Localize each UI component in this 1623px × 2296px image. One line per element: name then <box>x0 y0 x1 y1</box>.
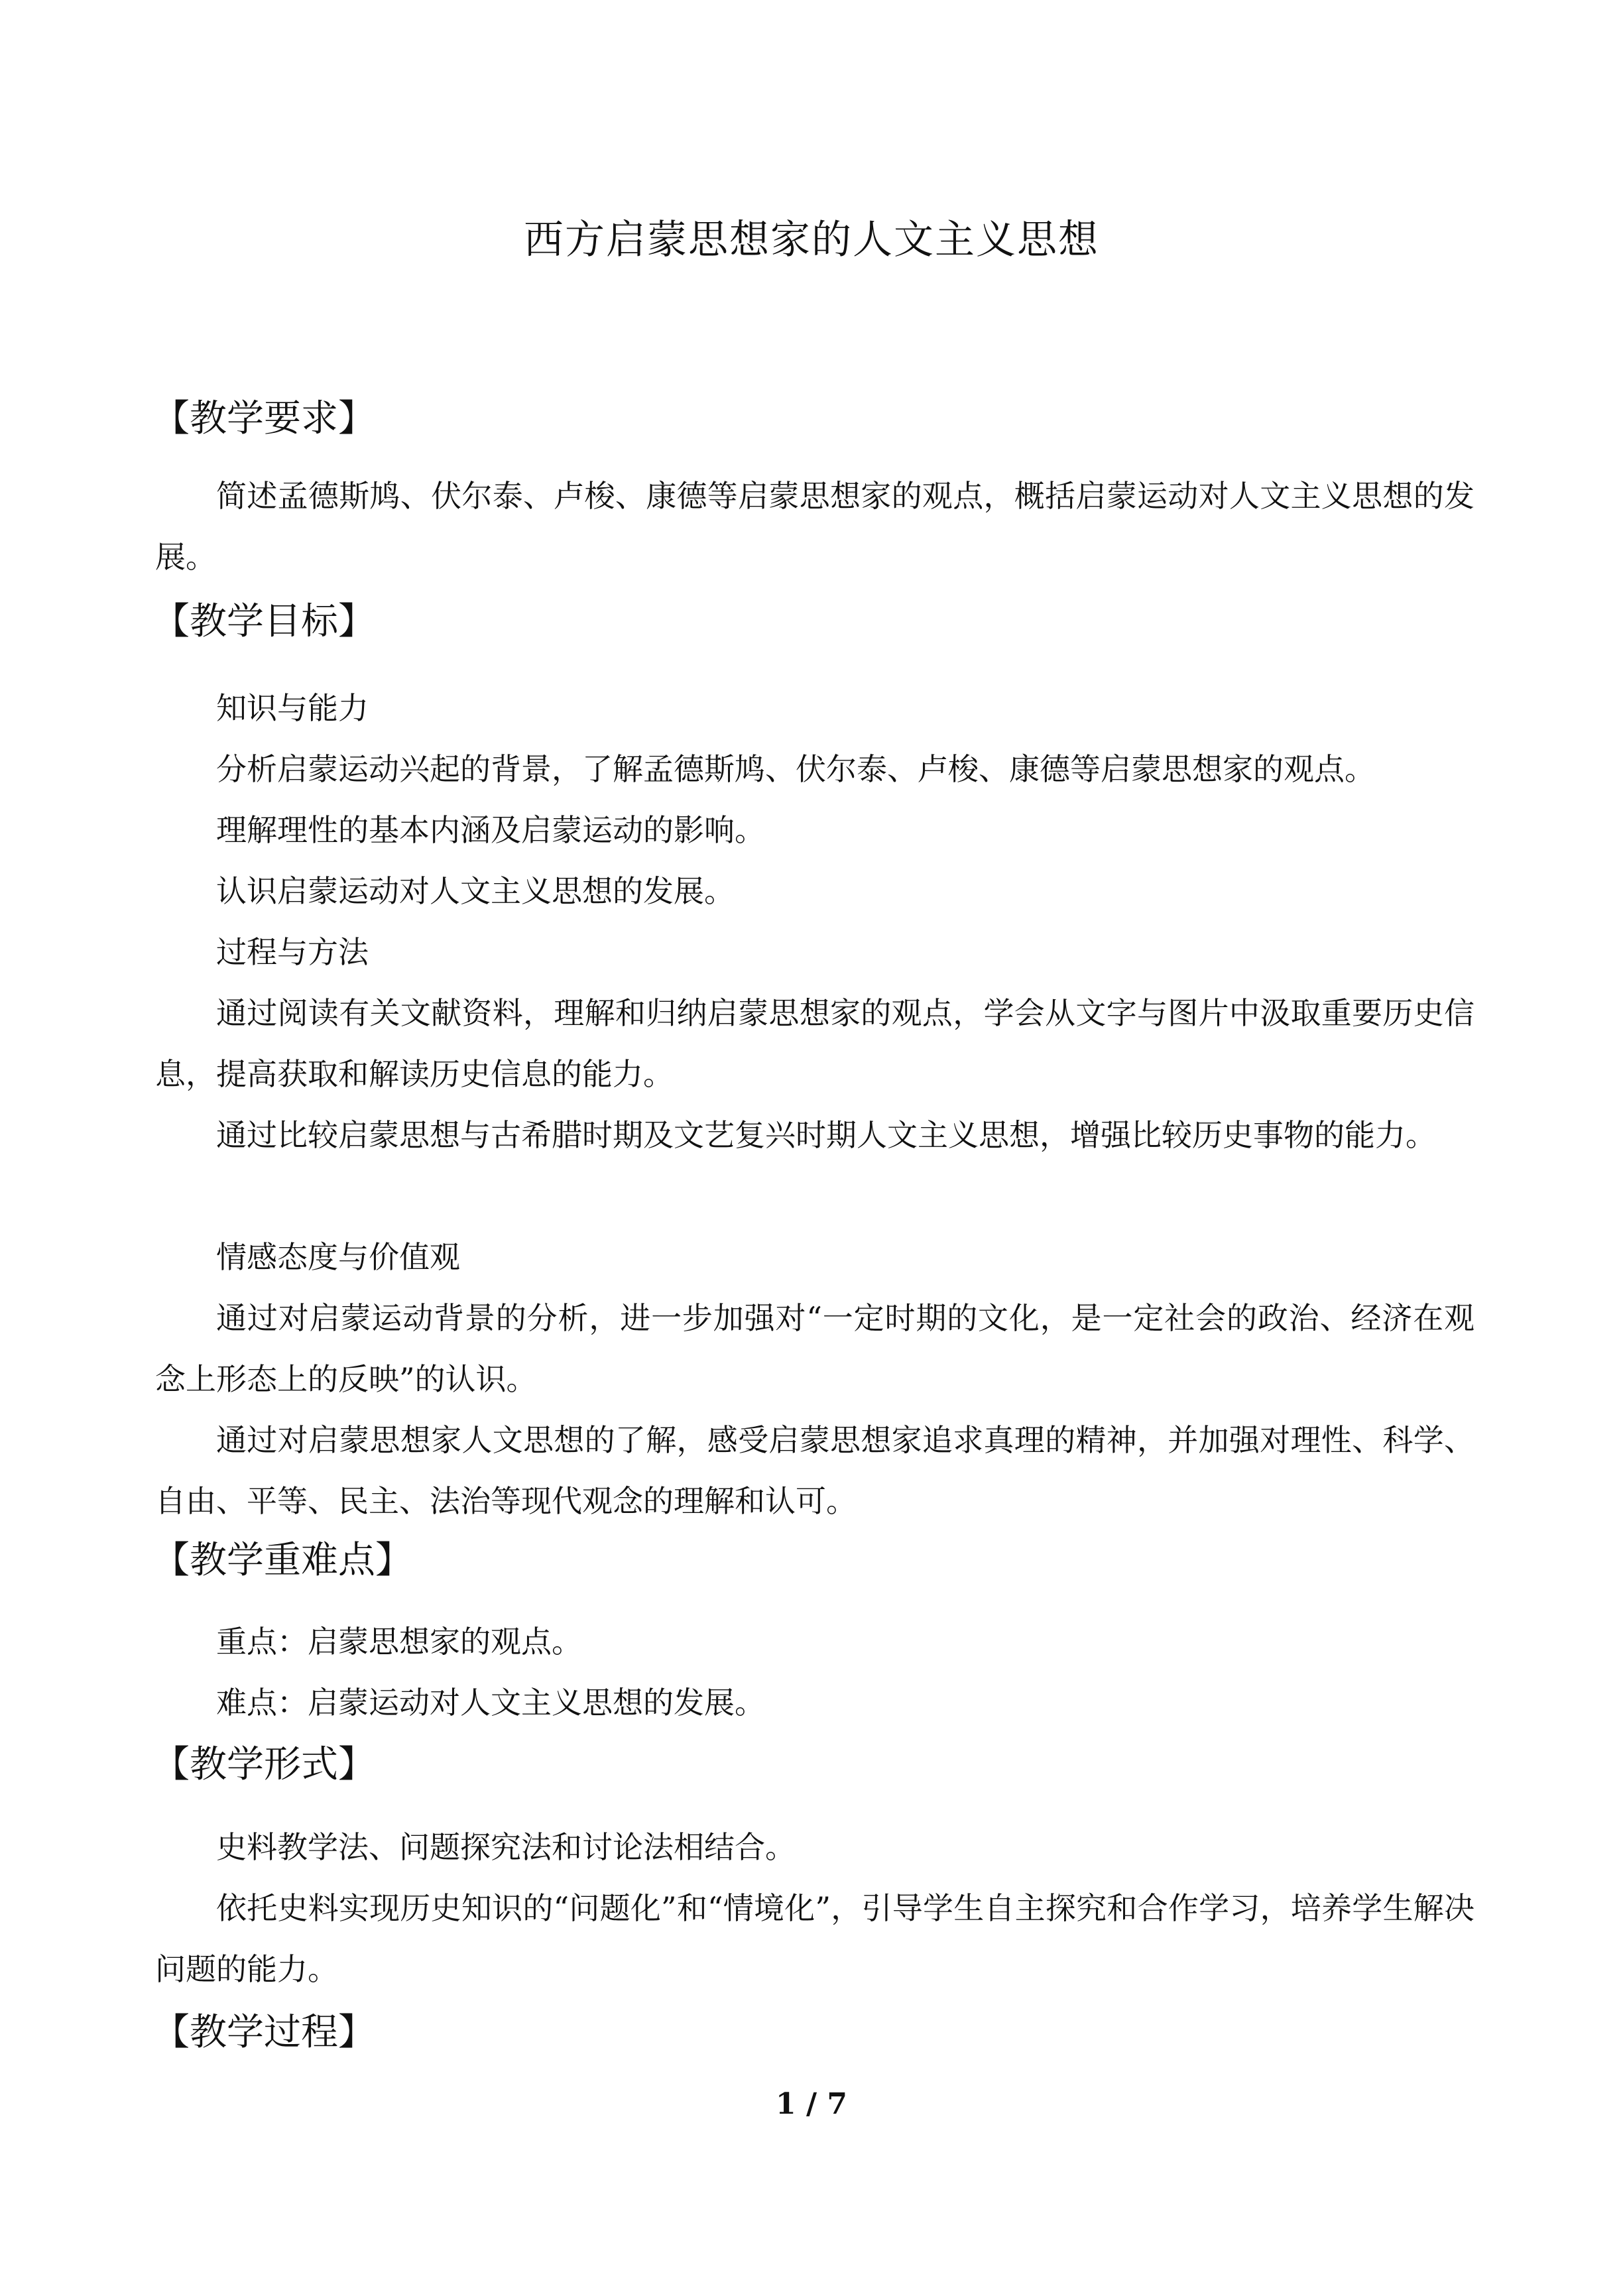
objective-process-2: 通过比较启蒙思想与古希腊时期及文艺复兴时期人文主义思想，增强比较历史事物的能力。 <box>216 1117 1436 1153</box>
form-line-2: 依托史料实现历史知识的“问题化”和“情境化”，引导学生自主探究和合作学习，培养学生解决问题的能力。 <box>155 1890 1474 1987</box>
objective-knowledge-1: 分析启蒙运动兴起的背景，了解孟德斯鸠、伏尔泰、卢梭、康德等启蒙思想家的观点。 <box>216 751 1375 787</box>
objective-emotion-label: 情感态度与价值观 <box>216 1239 460 1275</box>
key-point-difficulty: 难点：启蒙运动对人文主义思想的发展。 <box>216 1685 765 1721</box>
objective-knowledge-3: 认识启蒙运动对人文主义思想的发展。 <box>216 873 735 909</box>
page-number: 1 / 7 <box>776 2087 847 2121</box>
section-heading-form: 【教学形式】 <box>152 1743 375 1786</box>
document-title: 西方启蒙思想家的人文主义思想 <box>524 217 1099 263</box>
objective-emotion-1: 通过对启蒙运动背景的分析，进一步加强对“一定时期的文化，是一定社会的政治、经济在观念上形态上的反映”的认识。 <box>155 1300 1474 1397</box>
objective-process-label: 过程与方法 <box>216 934 369 970</box>
section-heading-requirements: 【教学要求】 <box>152 397 375 440</box>
key-point-focus: 重点：启蒙思想家的观点。 <box>216 1624 582 1660</box>
objective-emotion-2: 通过对启蒙思想家人文思想的了解，感受启蒙思想家追求真理的精神，并加强对理性、科学、自由、平等、民主、法治等现代观念的理解和认可。 <box>155 1422 1474 1519</box>
requirements-text: 简述孟德斯鸠、伏尔泰、卢梭、康德等启蒙思想家的观点，概括启蒙运动对人文主义思想的发展。 <box>155 478 1474 575</box>
section-heading-key-points: 【教学重难点】 <box>152 1539 412 1582</box>
section-heading-objectives: 【教学目标】 <box>152 600 375 643</box>
objective-knowledge-label: 知识与能力 <box>216 690 369 726</box>
objective-knowledge-2: 理解理性的基本内涵及启蒙运动的影响。 <box>216 812 765 848</box>
objective-process-1: 通过阅读有关文献资料，理解和归纳启蒙思想家的观点，学会从文字与图片中汲取重要历史信息，提高获取和解读历史信息的能力。 <box>155 995 1474 1092</box>
form-line-1: 史料教学法、问题探究法和讨论法相结合。 <box>216 1829 796 1865</box>
section-heading-process: 【教学过程】 <box>152 2011 375 2054</box>
